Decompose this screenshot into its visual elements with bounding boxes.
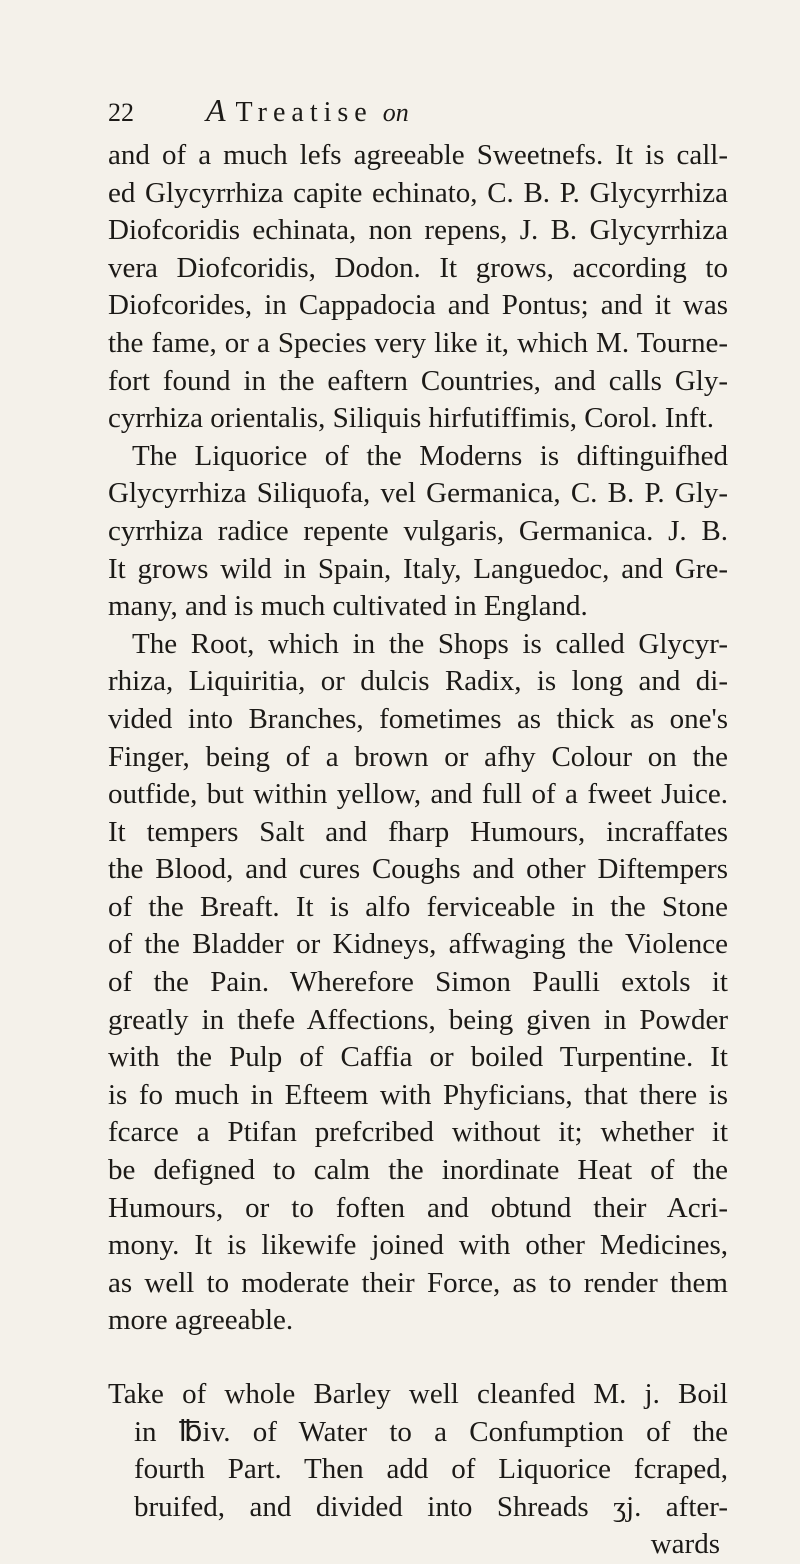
text-line: Diofcoridis echinata, non repens, J. B. Glycyrrhiza — [108, 214, 728, 247]
text-line: ed Glycyrrhiza capite echinato, C. B. P. Glycyrrhiza — [108, 176, 728, 209]
catchword: wards — [650, 1528, 720, 1561]
running-head-article: A — [206, 92, 226, 128]
paragraph-4-recipe — [108, 1376, 728, 1526]
text-line: Humours, or to foften and obtund their Acri- — [108, 1191, 728, 1224]
paragraph-3 — [108, 626, 728, 1340]
text-line: Take of whole Barley well cleanfed M. j. Boil — [108, 1378, 728, 1410]
page-number: 22 — [108, 98, 134, 127]
text-line: fcarce a Ptifan prefcribed without it; whether it — [108, 1116, 728, 1149]
text-line: mony. It is likewife joined with other Medicines, — [108, 1229, 728, 1262]
text-line: cyrrhiza orientalis, Siliquis hirfutiffimis, Corol. Inft. — [108, 402, 714, 435]
text-line: vera Diofcoridis, Dodon. It grows, according to — [108, 251, 728, 284]
running-head-preposition: on — [382, 98, 409, 127]
text-line: rhiza, Liquiritia, or dulcis Radix, is long and di- — [108, 665, 728, 698]
text-line: Diofcorides, in Cappadocia and Pontus; and it was — [108, 289, 728, 322]
text-line: the fame, or a Species very like it, which M. Tourne- — [108, 326, 728, 359]
text-line: be defigned to calm the inordinate Heat of the — [108, 1154, 728, 1187]
running-head-title: Treatise — [235, 97, 373, 128]
text-line: many, and is much cultivated in England. — [108, 590, 588, 623]
text-line: The Root, which in the Shops is called Glycyr- — [132, 627, 728, 660]
paragraph-2 — [108, 438, 728, 626]
text-line: The Liquorice of the Moderns is diftinguifhed — [132, 439, 728, 472]
paragraph-gap — [108, 1340, 728, 1376]
paragraph-1 — [108, 137, 728, 438]
text-line: of the Bladder or Kidneys, affwaging the Violence — [108, 928, 728, 961]
text-line: Glycyrrhiza Siliquofa, vel Germanica, C. B. P. Gly- — [108, 477, 728, 510]
text-line: fourth Part. Then add of Liquorice fcraped, — [134, 1453, 728, 1486]
text-line: is fo much in Efteem with Phyficians, that there is — [108, 1078, 728, 1111]
text-line: of the Pain. Wherefore Simon Paulli extols it — [108, 966, 728, 999]
text-line: and of a much lefs agreeable Sweetnefs. It is call- — [108, 139, 728, 171]
running-head — [108, 90, 728, 133]
text-line: more agreeable. — [108, 1304, 294, 1337]
text-line: as well to moderate their Force, as to render them — [108, 1266, 728, 1299]
text-line: outfide, but within yellow, and full of a fweet Juice. — [108, 778, 728, 811]
text-line: in ℔iv. of Water to a Confumption of the — [134, 1415, 728, 1448]
text-line: Finger, being of a brown or afhy Colour on the — [108, 740, 728, 773]
text-line: with the Pulp of Caffia or boiled Turpentine. It — [108, 1041, 728, 1074]
text-line: the Blood, and cures Coughs and other Diftempers — [108, 853, 728, 886]
text-line: bruifed, and divided into Shreads ʒj. after- — [134, 1490, 728, 1523]
text-line: of the Breaft. It is alfo ferviceable in the Stone — [108, 890, 728, 923]
text-line: cyrrhiza radice repente vulgaris, Germanica. J. B. — [108, 514, 728, 547]
text-line: greatly in thefe Affections, being given in Powder — [108, 1003, 728, 1036]
text-line: It tempers Salt and fharp Humours, incraffates — [108, 815, 728, 848]
text-line: It grows wild in Spain, Italy, Languedoc, and Gre- — [108, 552, 728, 585]
text-line: fort found in the eaftern Countries, and calls Gly- — [108, 364, 728, 397]
text-line: vided into Branches, fometimes as thick as one's — [108, 702, 728, 735]
